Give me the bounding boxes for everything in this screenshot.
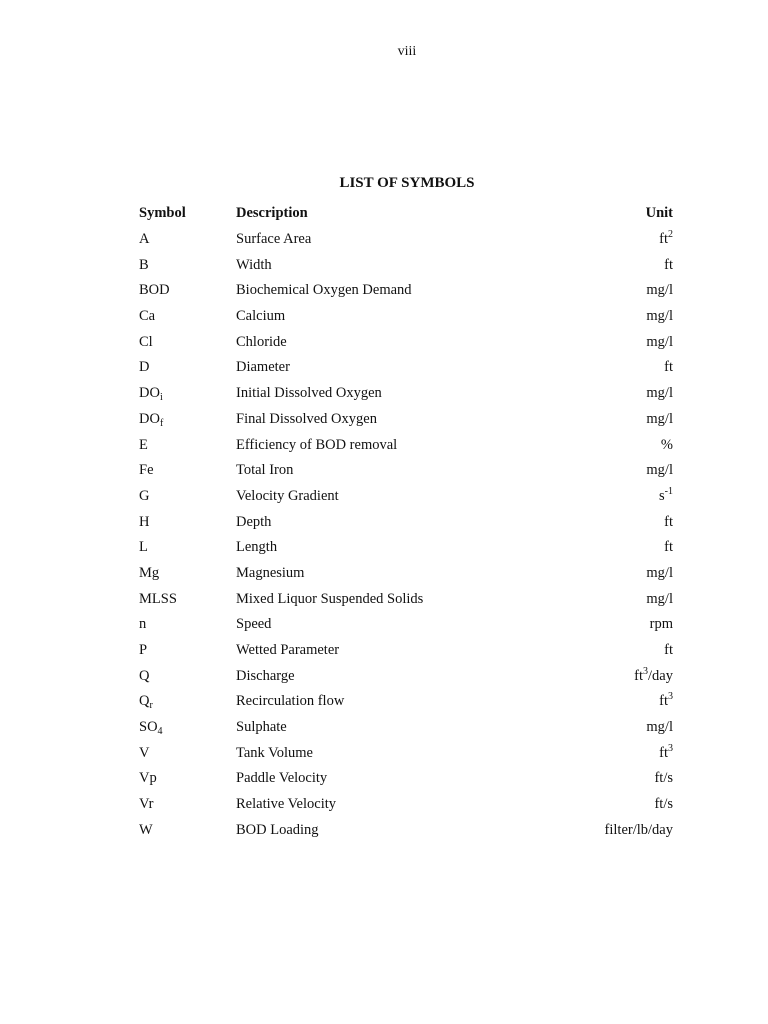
symbols-table-body bbox=[139, 227, 673, 844]
unit-text: ft bbox=[659, 693, 668, 710]
symbol-cell bbox=[139, 792, 236, 818]
unit-header: Unit bbox=[645, 205, 673, 222]
unit-cell bbox=[556, 818, 673, 844]
page-number: viii bbox=[397, 44, 417, 59]
symbol-cell bbox=[139, 227, 236, 253]
unit-cell bbox=[556, 740, 673, 766]
symbol-cell bbox=[139, 278, 236, 304]
symbol-text: Ca bbox=[139, 308, 156, 325]
symbol-subscript: 4 bbox=[157, 726, 163, 738]
unit-text: rpm bbox=[649, 616, 673, 633]
table-row bbox=[139, 304, 673, 330]
symbol-text: Cl bbox=[139, 333, 153, 350]
symbol-cell bbox=[139, 586, 236, 612]
symbol-text: Q bbox=[139, 667, 150, 684]
description-cell: Length bbox=[236, 539, 278, 556]
description-cell: Sulphate bbox=[236, 719, 287, 736]
symbol-subscript: i bbox=[159, 392, 163, 404]
table-row bbox=[139, 792, 673, 818]
unit-text: ft bbox=[659, 231, 668, 248]
unit-cell bbox=[556, 638, 673, 664]
symbol-text: BOD bbox=[139, 282, 170, 299]
unit-cell bbox=[556, 278, 673, 304]
symbol-cell bbox=[139, 329, 236, 355]
table-row bbox=[139, 715, 673, 741]
description-cell: Calcium bbox=[236, 308, 286, 325]
symbol-cell bbox=[139, 535, 236, 561]
table-row bbox=[139, 278, 673, 304]
table-row bbox=[139, 612, 673, 638]
unit-cell bbox=[556, 586, 673, 612]
unit-cell bbox=[556, 509, 673, 535]
unit-cell bbox=[556, 715, 673, 741]
description-cell: Biochemical Oxygen Demand bbox=[236, 282, 412, 299]
symbol-cell bbox=[139, 407, 236, 433]
description-cell: Tank Volume bbox=[236, 744, 313, 761]
table-row bbox=[139, 484, 673, 510]
table-row bbox=[139, 586, 673, 612]
unit-text: mg/l bbox=[646, 462, 673, 479]
unit-cell bbox=[556, 766, 673, 792]
page-title: LIST OF SYMBOLS bbox=[339, 175, 475, 191]
table-row bbox=[139, 535, 673, 561]
symbol-cell bbox=[139, 612, 236, 638]
unit-superscript: 3 bbox=[643, 665, 649, 677]
symbol-text: B bbox=[139, 256, 149, 273]
symbol-text: Vr bbox=[139, 796, 154, 813]
unit-text: ft bbox=[664, 642, 673, 659]
unit-cell bbox=[556, 355, 673, 381]
table-row bbox=[139, 227, 673, 253]
unit-text: mg/l bbox=[646, 410, 673, 427]
unit-text: ft bbox=[634, 667, 644, 684]
unit-cell bbox=[556, 689, 673, 715]
description-cell: Surface Area bbox=[236, 231, 312, 248]
symbol-text: D bbox=[139, 359, 150, 376]
description-cell: Efficiency of BOD removal bbox=[236, 436, 398, 453]
description-cell: Depth bbox=[236, 513, 272, 530]
unit-text: filter/lb/day bbox=[604, 821, 673, 838]
table-row bbox=[139, 766, 673, 792]
unit-text: mg/l bbox=[646, 385, 673, 402]
description-cell: Magnesium bbox=[236, 564, 305, 581]
unit-cell bbox=[556, 458, 673, 484]
table-row bbox=[139, 638, 673, 664]
table-row bbox=[139, 458, 673, 484]
unit-text: mg/l bbox=[646, 282, 673, 299]
description-header: Description bbox=[236, 205, 308, 222]
symbol-cell bbox=[139, 818, 236, 844]
table-row bbox=[139, 329, 673, 355]
symbol-text: Fe bbox=[139, 462, 154, 479]
symbol-text: L bbox=[139, 539, 148, 556]
description-cell: Mixed Liquor Suspended Solids bbox=[236, 590, 424, 607]
symbol-text: n bbox=[139, 616, 147, 633]
table-row bbox=[139, 689, 673, 715]
table-row bbox=[139, 818, 673, 844]
description-cell: Paddle Velocity bbox=[236, 770, 328, 787]
unit-text: ft bbox=[659, 744, 668, 761]
description-cell: Velocity Gradient bbox=[236, 487, 339, 504]
symbol-cell bbox=[139, 715, 236, 741]
description-cell: Width bbox=[236, 256, 272, 273]
symbol-text: H bbox=[139, 513, 150, 530]
symbol-text: SO bbox=[139, 719, 158, 736]
unit-superscript: 3 bbox=[668, 691, 673, 703]
table-row bbox=[139, 740, 673, 766]
unit-text: ft bbox=[664, 539, 673, 556]
unit-cell bbox=[556, 535, 673, 561]
unit-text: mg/l bbox=[646, 564, 673, 581]
symbol-cell bbox=[139, 561, 236, 587]
description-cell: Diameter bbox=[236, 359, 290, 376]
description-cell: Relative Velocity bbox=[236, 796, 336, 813]
unit-text: ft/s bbox=[654, 796, 673, 813]
table-row bbox=[139, 381, 673, 407]
symbol-cell bbox=[139, 381, 236, 407]
symbol-text: Mg bbox=[139, 564, 160, 581]
table-row bbox=[139, 407, 673, 433]
table-row bbox=[139, 432, 673, 458]
table-row bbox=[139, 355, 673, 381]
symbol-text: Vp bbox=[139, 770, 157, 787]
symbol-cell bbox=[139, 432, 236, 458]
symbol-text: V bbox=[139, 744, 150, 761]
symbol-cell bbox=[139, 638, 236, 664]
symbol-text: W bbox=[139, 821, 153, 838]
symbol-text: E bbox=[139, 436, 148, 453]
unit-text: ft bbox=[664, 359, 673, 376]
table-row bbox=[139, 509, 673, 535]
unit-cell bbox=[556, 304, 673, 330]
symbol-cell bbox=[139, 458, 236, 484]
description-cell: Total Iron bbox=[236, 462, 294, 479]
symbol-text: Q bbox=[139, 693, 150, 710]
unit-cell bbox=[556, 381, 673, 407]
symbol-cell bbox=[139, 304, 236, 330]
symbol-cell bbox=[139, 484, 236, 510]
symbol-text: A bbox=[139, 231, 150, 248]
unit-superscript: 2 bbox=[668, 229, 673, 241]
symbol-subscript: r bbox=[149, 700, 153, 712]
symbol-cell bbox=[139, 355, 236, 381]
table-row bbox=[139, 561, 673, 587]
description-cell: Recirculation flow bbox=[236, 693, 345, 710]
unit-text: mg/l bbox=[646, 308, 673, 325]
unit-superscript: -1 bbox=[664, 485, 673, 497]
unit-text: ft/s bbox=[654, 770, 673, 787]
unit-cell bbox=[556, 792, 673, 818]
symbol-cell bbox=[139, 766, 236, 792]
symbol-cell bbox=[139, 689, 236, 715]
unit-cell bbox=[556, 484, 673, 510]
symbol-subscript: f bbox=[159, 417, 164, 429]
unit-text: ft bbox=[664, 513, 673, 530]
unit-suffix: /day bbox=[648, 667, 673, 684]
symbol-text: G bbox=[139, 487, 150, 504]
unit-cell bbox=[556, 252, 673, 278]
symbols-table bbox=[139, 201, 673, 843]
symbol-cell bbox=[139, 663, 236, 689]
description-cell: Discharge bbox=[236, 667, 295, 684]
symbol-cell bbox=[139, 509, 236, 535]
unit-superscript: 3 bbox=[668, 742, 673, 754]
symbol-text: P bbox=[139, 642, 148, 659]
unit-cell bbox=[556, 612, 673, 638]
unit-text: ft bbox=[664, 256, 673, 273]
unit-text: mg/l bbox=[646, 719, 673, 736]
unit-cell bbox=[556, 663, 673, 689]
symbol-text: DO bbox=[139, 410, 160, 427]
unit-text: % bbox=[660, 436, 673, 453]
unit-cell bbox=[556, 561, 673, 587]
unit-text: mg/l bbox=[646, 590, 673, 607]
unit-cell bbox=[556, 227, 673, 253]
description-cell: Final Dissolved Oxygen bbox=[236, 410, 377, 427]
table-row bbox=[139, 663, 673, 689]
description-cell: Wetted Parameter bbox=[236, 642, 340, 659]
unit-text: mg/l bbox=[646, 333, 673, 350]
header-row bbox=[139, 201, 673, 227]
unit-text: s bbox=[659, 487, 665, 504]
symbol-text: MLSS bbox=[139, 590, 177, 607]
description-cell: Initial Dissolved Oxygen bbox=[236, 385, 382, 402]
unit-cell bbox=[556, 432, 673, 458]
symbol-header: Symbol bbox=[139, 205, 186, 222]
symbol-text: DO bbox=[139, 385, 160, 402]
symbol-cell bbox=[139, 252, 236, 278]
unit-cell bbox=[556, 329, 673, 355]
description-cell: BOD Loading bbox=[236, 821, 319, 838]
symbol-cell bbox=[139, 740, 236, 766]
description-cell: Speed bbox=[236, 616, 272, 633]
description-cell: Chloride bbox=[236, 333, 287, 350]
unit-cell bbox=[556, 407, 673, 433]
table-row bbox=[139, 252, 673, 278]
